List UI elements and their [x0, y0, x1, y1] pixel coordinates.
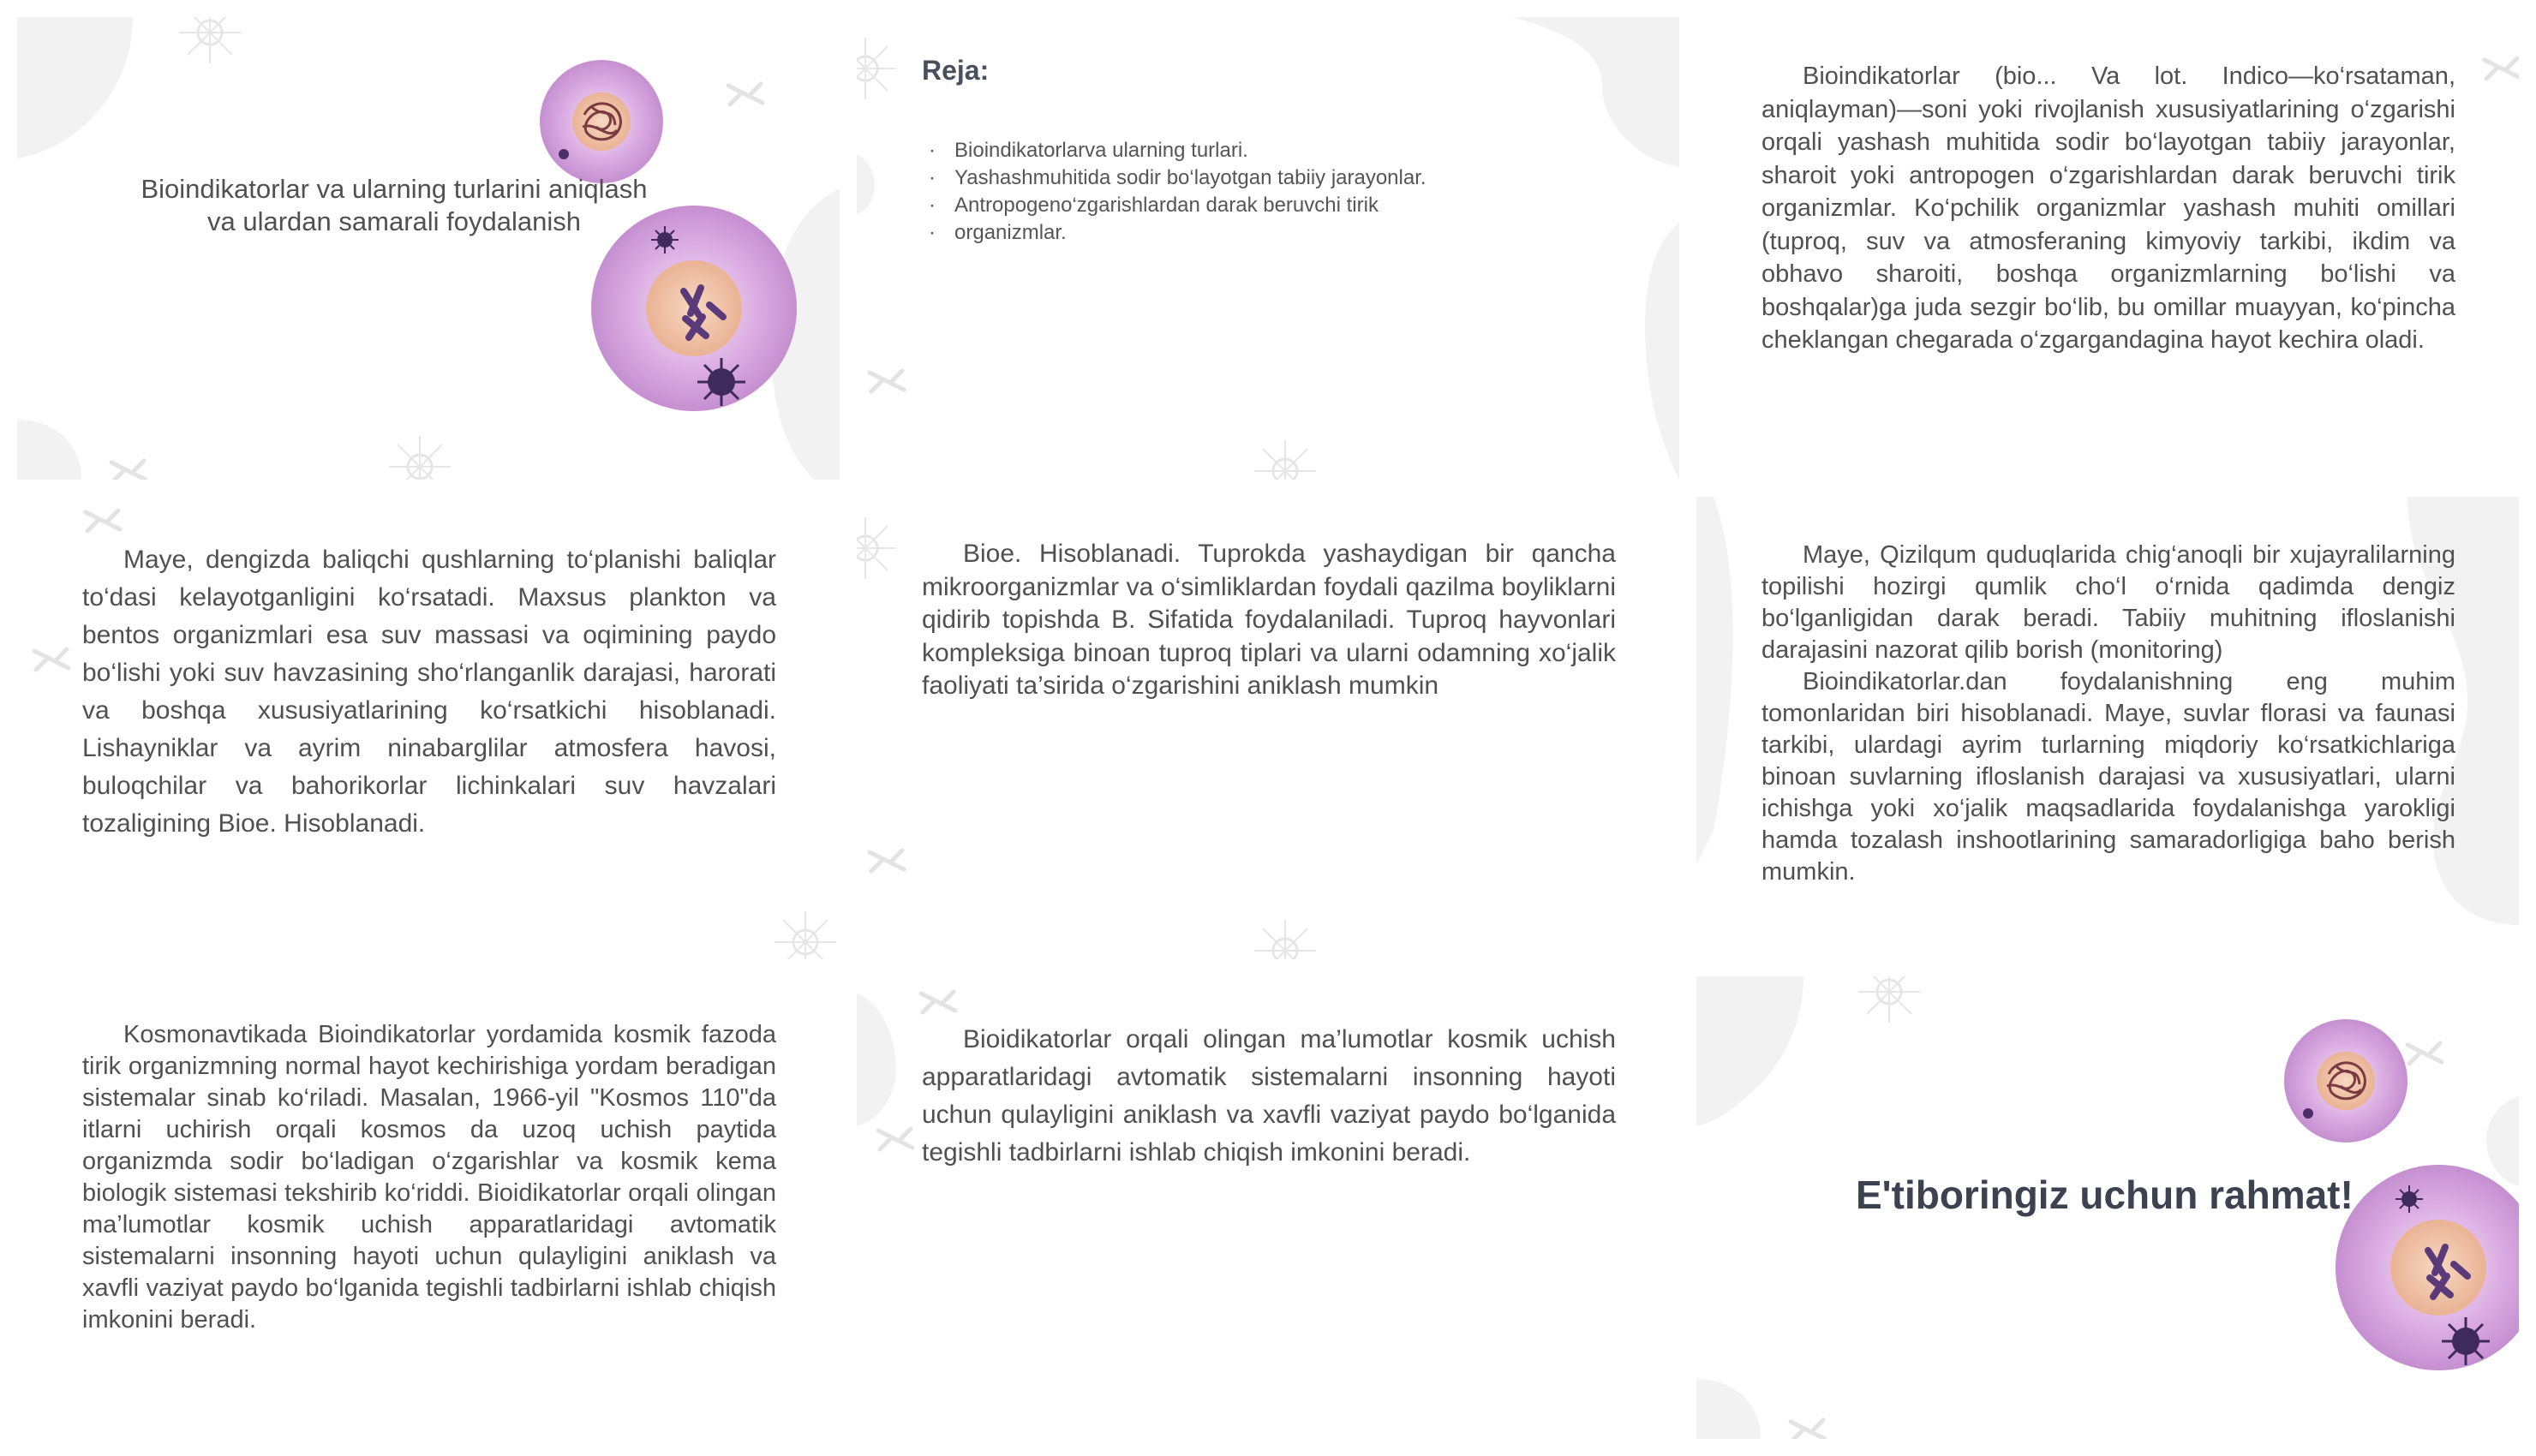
slide-monitoring: [1696, 497, 2519, 959]
plan-item: · Bioindikatorlarva ularning turlari.: [922, 137, 1426, 164]
slide-cosmos: [17, 976, 840, 1439]
slide-definition: [1696, 17, 2519, 480]
plan-item: · Yashashmuhitida sodir bo‘layotgan tabiiy jarayonlar.: [922, 164, 1426, 192]
plan-item: · Antropogeno‘zgarishlardan darak beruvchi tirik: [922, 192, 1426, 219]
soil-text: Bioe. Hisoblanadi. Tuprokda yashaydigan bir qancha mikroorganizmlar va o‘simliklardan foydali qazilma boyliklarni qidirib topishda B. Sifatida foydalaniladi. Tuproq hayvonlari kompleksiga binoan tuproq tiplari va ularni odamning xo‘jalik faoliyati ta’sirida o‘zgarishini aniklash mumkin: [922, 540, 1616, 700]
definition-text: Bioindikatorlar (bio... Va lot. Indico—ko‘rsataman, aniqlayman)—soni yoki rivojlanish xususiyatlarining o‘zgarishi orqali yashash muhitida sodir bo‘layotgan tabiiy jarayonlar, sharoit yoki antropogen o‘zgarishlardan darak beruvchi tirik organizmlar. Ko‘pchilik organizmlar yashash muhiti omillari (tuproq, suv va atmosferaning kimyoviy tarkibi, ikdim va obhavo sharoiti, boshqa organizmlarning bo‘lishi va boshqalar)ga juda sezgir bo‘lib, bu omillar muayyan, ko‘pincha cheklangan chegarada o‘zgargandagina hayot kechira oladi.: [1761, 63, 2455, 354]
plan-item: · organizmlar.: [922, 219, 1426, 247]
slide-aquatic: [17, 497, 840, 959]
presentation-title: Bioindikatorlar va ularning turlarini aniqlash va ulardan samarali foydalanish: [141, 174, 648, 236]
background-decoration: [857, 17, 1679, 480]
slide-soil: [857, 497, 1679, 959]
cell-illustration: [17, 17, 840, 480]
cosmos-text: Kosmonavtikada Bioindikatorlar yordamida kosmik fazoda tirik organizmning normal hayot kechirishiga yordam beradigan sistemalar sinab ko‘riladi. Masalan, 1966-yil "Kosmos 110"da itlarni uchirish orqali kosmos da uzoq uchish paytida organizmda sodir bo‘ladigan o‘zgarishlar va kosmik kema biologik sistemasi tekshirib ko‘riddi. Bioidikatorlar orqali olingan ma’lumotlar kosmik uchish apparatlaridagi avtomatik sistemalarni insonning hayoti uchun qulayligini aniklash va xavfli vaziyat paydo bo‘lganida tegishli tadbirlarni ishlab chiqish imkonini beradi.: [82, 1021, 776, 1334]
aquatic-text: Maye, dengizda baliqchi qushlarning to‘planishi baliqlar to‘dasi kelayotganligini ko‘rsatadi. Maxsus plankton va bentos organizmlari esa suv massasi va oqimining paydo bo‘lishi yoki suv havzasining sho‘rlanganlik darajasi, harorati va boshqa xususiyatlarining ko‘rsatkichi hisoblanadi. Lishayniklar va ayrim ninabarglilar atmosfera havosi, buloqchilar va bahorikorlar lichinkalari suv havzalari tozaligining Bioe. Hisoblanadi.: [82, 546, 776, 838]
plan-list: [922, 137, 1426, 247]
slide-title: [17, 17, 840, 480]
space-data-text: Bioidikatorlar orqali olingan ma’lumotlar kosmik uchish apparatlaridagi avtomatik sistemalarni insonning hayoti uchun qulayligini aniklash va xavfli vaziyat paydo bo‘lganida tegishli tadbirlarni ishlab chiqish imkonini beradi.: [922, 1025, 1616, 1167]
slide-plan: [857, 17, 1679, 480]
monitoring-text: Maye, Qizilqum quduqlarida chig‘anoqli bir xujayralilarning topilishi hozirgi qumlik cho‘l o‘rnida qadimda dengiz bo‘lganligidan darak beradi. Tabiiy muhitning ifloslanishi darajasini nazorat qilib borish (monitoring) Bioindikatorlar.dan foydalanishning eng muhim tomonlaridan biri hisoblanadi. Maye, suvlar florasi va faunasi tarkibi, ulardagi ayrim turlarning miqdoriy ko‘rsatkichlariga binoan suvlarning ifloslanish darajasi va xususiyatlari, ularni ichishga yoki xo‘jalik maqsadlarida foydalanishga yarokligi hamda tozalash inshootlarining samaradorligiga baho berish mumkin.: [1761, 541, 2455, 886]
plan-heading: Reja:: [922, 55, 990, 86]
thanks-title: E'tiboringiz uchun rahmat!: [1856, 1173, 2354, 1217]
slide-thanks: [1696, 976, 2519, 1439]
slide-space-data: [857, 976, 1679, 1439]
